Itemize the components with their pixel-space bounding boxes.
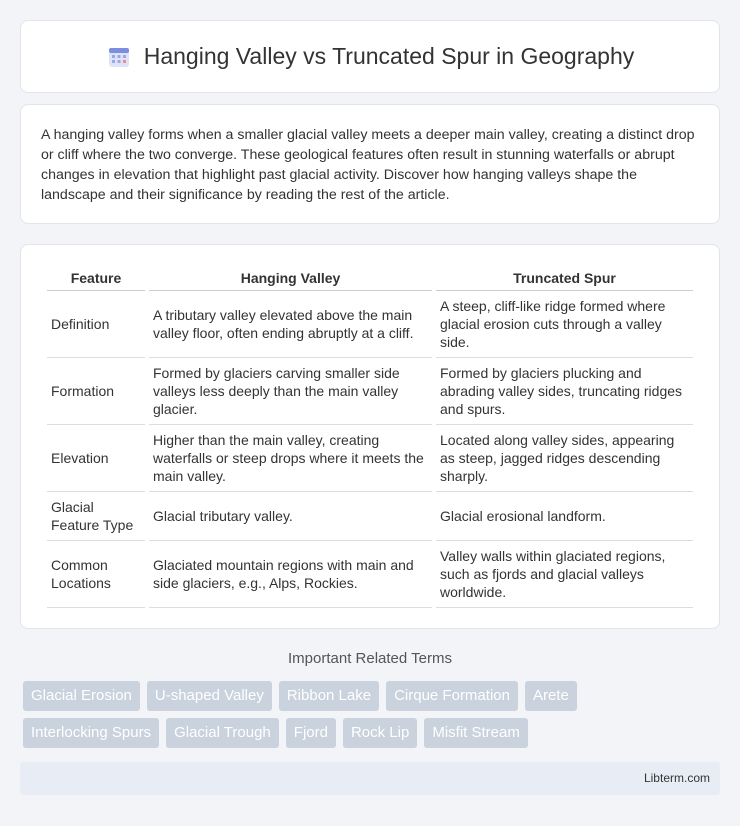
table-cell: Elevation <box>47 425 145 492</box>
page-title: Hanging Valley vs Truncated Spur in Geography <box>143 43 635 69</box>
table-cell: Common Locations <box>47 541 145 608</box>
calendar-grid-icon <box>106 44 132 70</box>
table-row <box>47 425 693 492</box>
tag-glacial-trough[interactable]: Glacial Trough <box>166 718 279 748</box>
tag-row <box>23 718 723 748</box>
column-header-hanging-valley: Hanging Valley <box>149 261 432 291</box>
footer-site-link[interactable]: Libterm.com <box>643 771 710 785</box>
related-terms-heading: Important Related Terms <box>288 650 452 667</box>
table-cell: Located along valley sides, appearing as steep, jagged ridges descending sharply. <box>436 425 693 492</box>
tag-row <box>23 681 723 711</box>
table-cell: Glacial erosional landform. <box>436 492 693 541</box>
table-row <box>47 492 693 541</box>
table-cell: Formed by glaciers carving smaller side valleys less deeply than the main valley glacier. <box>149 358 432 425</box>
table-cell: Definition <box>47 291 145 358</box>
tag-misfit-stream[interactable]: Misfit Stream <box>424 718 528 748</box>
table-cell: A steep, cliff-like ridge formed where glacial erosion cuts through a valley side. <box>436 291 693 358</box>
footer-bar <box>20 762 720 795</box>
column-header-truncated-spur: Truncated Spur <box>436 261 693 291</box>
table-row <box>47 358 693 425</box>
intro-paragraph: A hanging valley forms when a smaller glacial valley meets a deeper main valley, creating a distinct drop or cliff where the two converge. These geological features often result in stunning waterfalls or abrupt changes in elevation that highlight past glacial activity. Discover how hanging valleys shape the landscape and their significance by reading the rest of the article. <box>41 127 695 203</box>
tag-arete[interactable]: Arete <box>525 681 577 711</box>
title-row <box>106 43 635 70</box>
table-row <box>47 541 693 608</box>
table-cell: Higher than the main valley, creating waterfalls or steep drops where it meets the main valley. <box>149 425 432 492</box>
tag-fjord[interactable]: Fjord <box>286 718 336 748</box>
table-header-row <box>47 261 693 291</box>
intro-card <box>20 104 720 224</box>
table-row <box>47 291 693 358</box>
tag-rock-lip[interactable]: Rock Lip <box>343 718 417 748</box>
tag-ribbon-lake[interactable]: Ribbon Lake <box>279 681 379 711</box>
table-cell: Glacial tributary valley. <box>149 492 432 541</box>
related-terms-tags <box>23 681 723 755</box>
tag-interlocking-spurs[interactable]: Interlocking Spurs <box>23 718 159 748</box>
tag-glacial-erosion[interactable]: Glacial Erosion <box>23 681 140 711</box>
table-cell: A tributary valley elevated above the main valley floor, often ending abruptly at a cliff. <box>149 291 432 358</box>
column-header-feature: Feature <box>47 261 145 291</box>
tag-cirque-formation[interactable]: Cirque Formation <box>386 681 518 711</box>
table-cell: Formed by glaciers plucking and abrading valley sides, truncating ridges and spurs. <box>436 358 693 425</box>
table-cell: Formation <box>47 358 145 425</box>
table-cell: Glaciated mountain regions with main and side glaciers, e.g., Alps, Rockies. <box>149 541 432 608</box>
header-card <box>20 20 720 93</box>
tag-u-shaped-valley[interactable]: U-shaped Valley <box>147 681 272 711</box>
table-cell: Valley walls within glaciated regions, such as fjords and glacial valleys worldwide. <box>436 541 693 608</box>
comparison-table <box>43 261 697 608</box>
comparison-table-card <box>20 244 720 629</box>
table-cell: Glacial Feature Type <box>47 492 145 541</box>
